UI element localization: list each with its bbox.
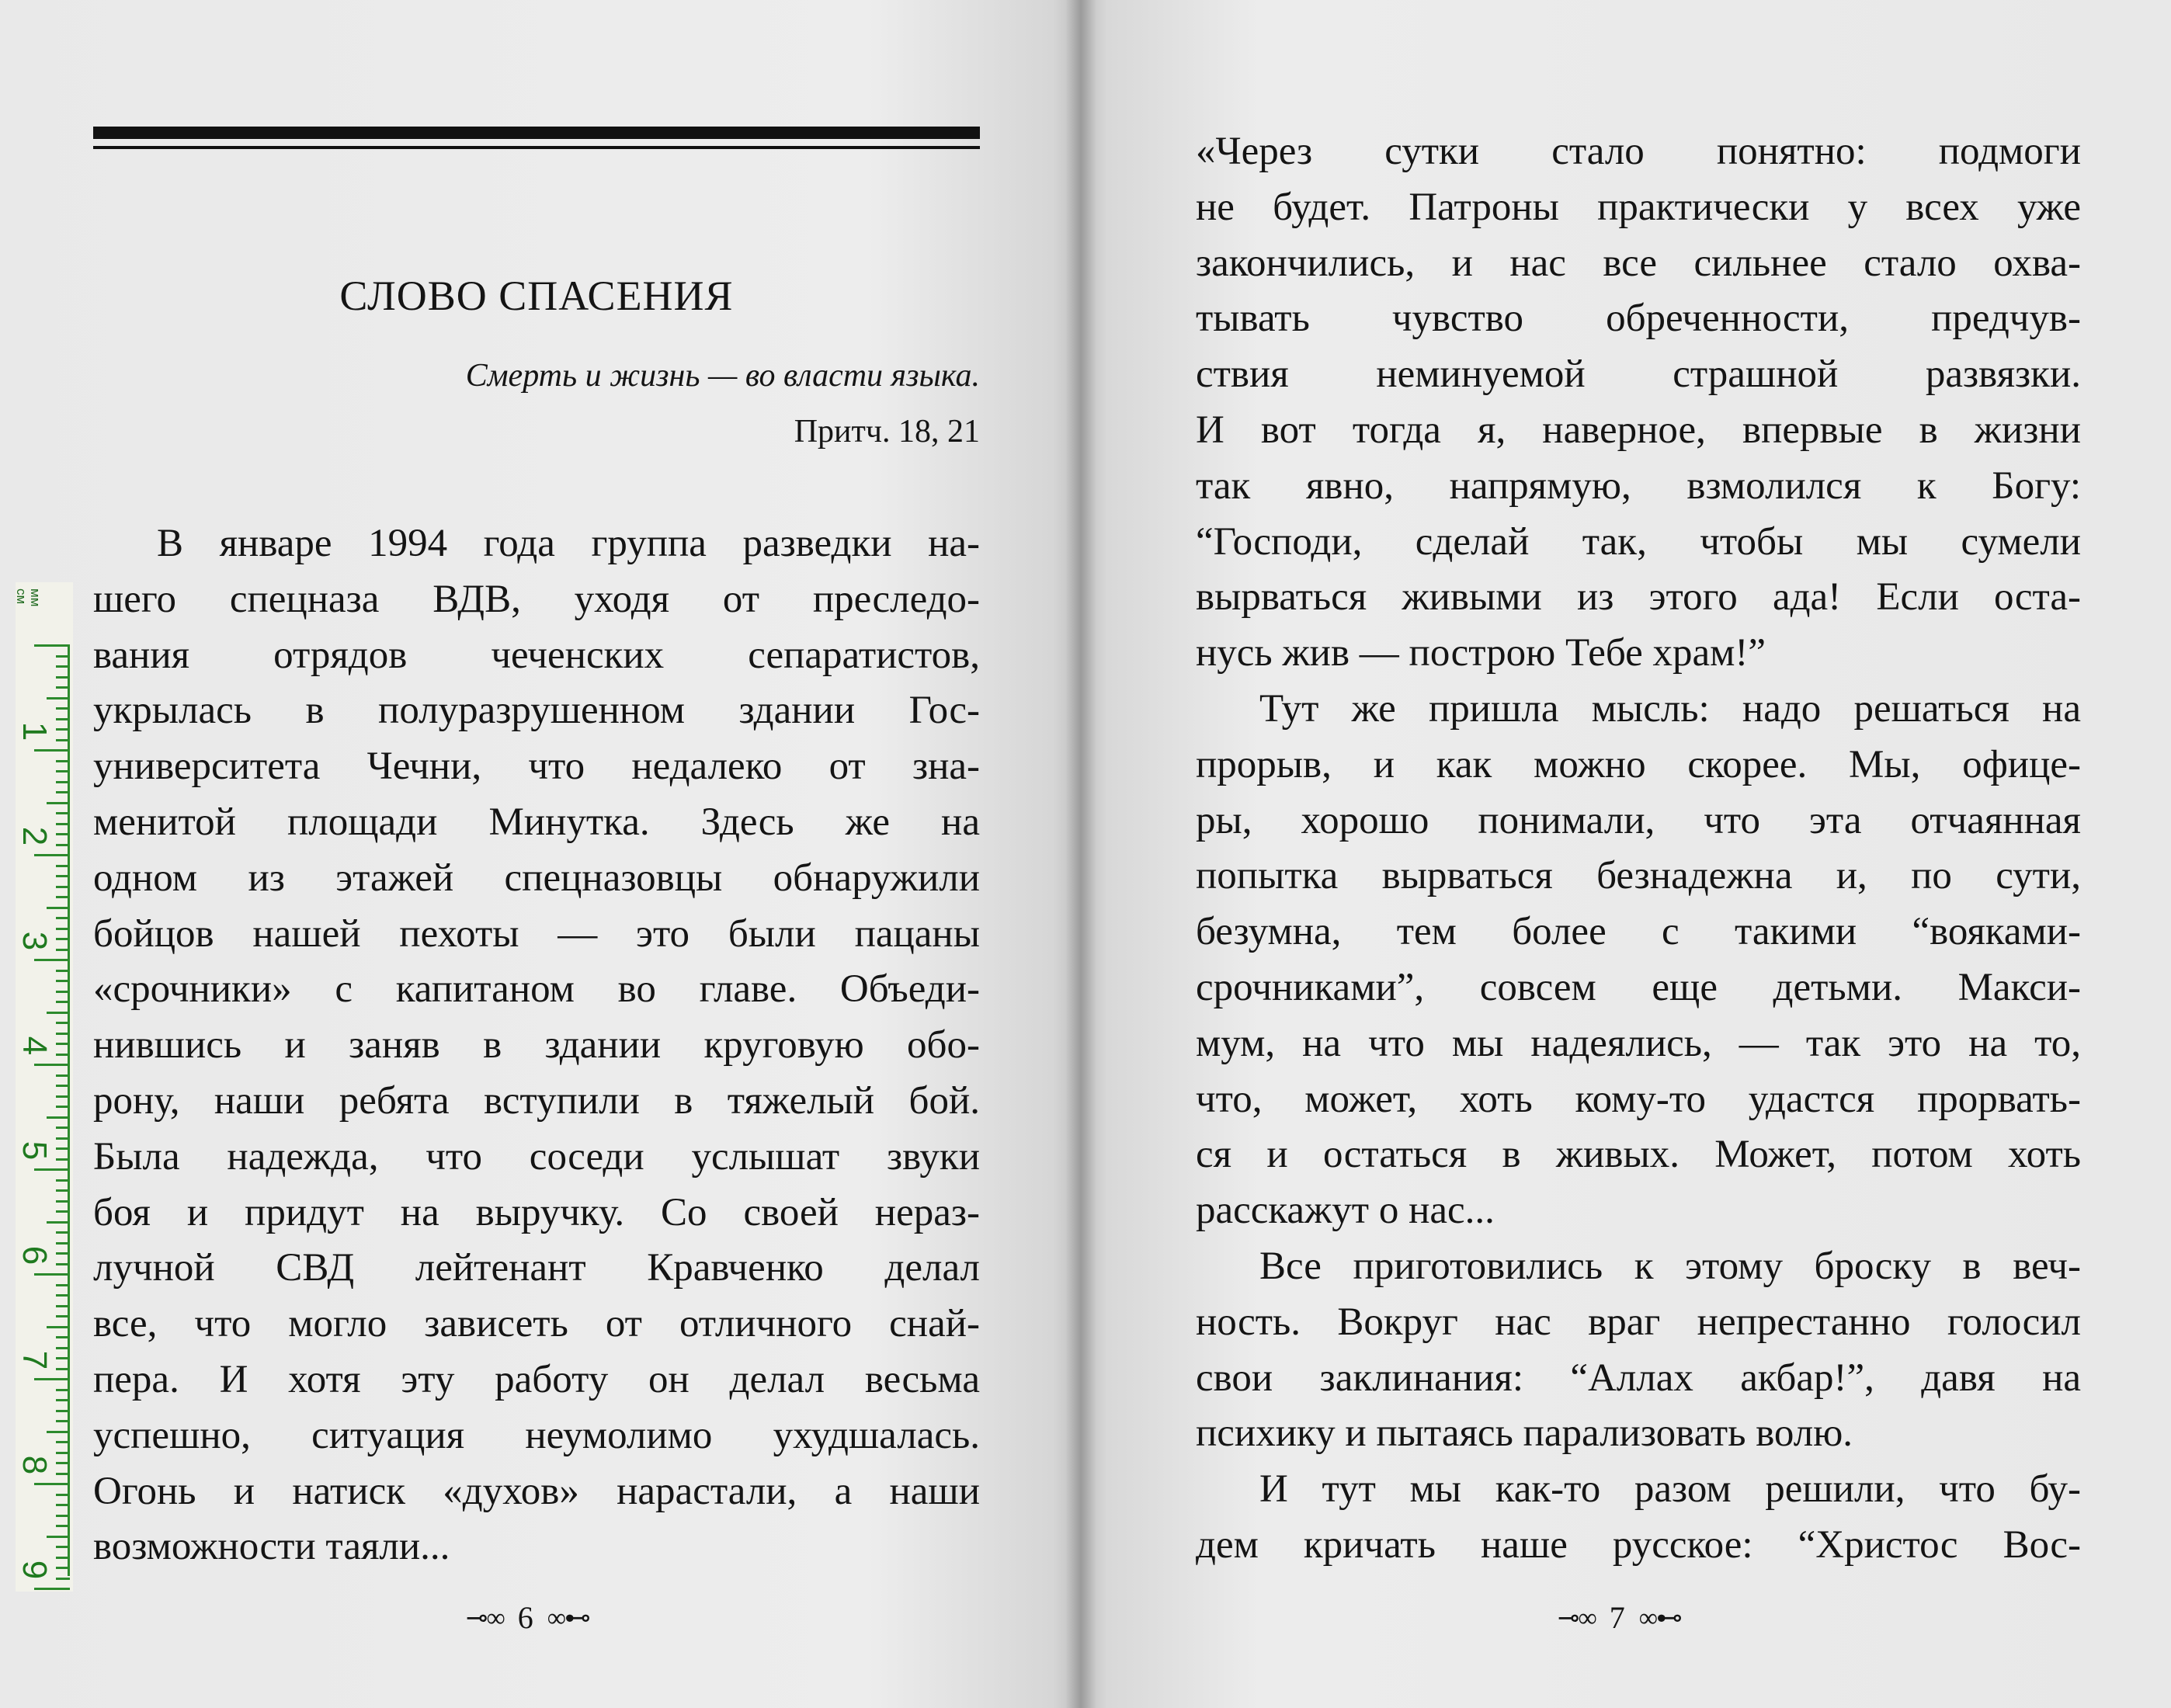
text-line: закончились, и нас все сильнее стало охва-: [1196, 241, 2081, 285]
text-line: Все приготовились к этому броску в веч-: [1259, 1244, 2081, 1288]
text-line: «Через сутки стало понятно: подмоги: [1196, 130, 2081, 173]
ruler-tick: [34, 1168, 70, 1171]
ruler-tick: [56, 1473, 70, 1475]
left-page-body: [93, 516, 980, 1575]
page-number-value: 7: [1609, 1600, 1625, 1635]
ruler-tick: [56, 676, 70, 679]
text-line: укрылась в полуразрушенном здании Гос-: [93, 689, 980, 733]
ruler-tick: [56, 1054, 70, 1056]
text-line: бойцов нашей пехоты — это были пацаны: [93, 911, 980, 956]
ruler-tick: [56, 886, 70, 888]
ruler-tick: [34, 1064, 70, 1066]
ruler-tick: [56, 739, 70, 741]
ruler-unit-label: мм см: [14, 588, 43, 607]
ruler-tick: [56, 1242, 70, 1245]
ruler-tick: [56, 665, 70, 668]
ruler-tick: [56, 1336, 70, 1338]
text-line: «срочники» с капитаном во главе. Объеди-: [93, 967, 980, 1012]
ruler-number: 7: [16, 1350, 54, 1370]
ruler-tick: [47, 907, 70, 909]
ruler-tick: [56, 1210, 70, 1213]
text-line: дем кричать наше русское: “Христос Вос-: [1196, 1522, 2081, 1567]
ruler-tick: [56, 823, 70, 825]
folio-ornament-right-icon: ∞⊷: [1638, 1603, 1681, 1633]
ruler-tick: [56, 707, 70, 710]
ruler-tick: [34, 1378, 70, 1380]
text-line: одном из этажей спецназовцы обнаружили: [93, 856, 980, 900]
ruler-tick: [56, 760, 70, 762]
ruler-tick: [56, 1494, 70, 1496]
ruler-tick: [56, 1127, 70, 1129]
ruler-tick: [56, 1452, 70, 1454]
ruler-tick: [56, 1147, 70, 1150]
text-line: В январе 1994 года группа разведки на-: [157, 522, 980, 565]
ruler-tick: [47, 1116, 70, 1119]
text-line: срочниками”, совсем еще детьми. Макси-: [1196, 965, 2081, 1009]
ruler-tick: [34, 1588, 70, 1590]
ruler-tick: [56, 781, 70, 783]
ruler-tick: [56, 718, 70, 720]
ruler-tick: [56, 1315, 70, 1317]
ruler-tick: [47, 1431, 70, 1433]
header-rule-thick: [93, 127, 980, 139]
text-line: все, что могло зависеть от отличного снай-: [93, 1302, 980, 1346]
ruler-tick: [56, 1189, 70, 1192]
ruler-tick: [56, 896, 70, 898]
ruler-tick: [56, 1200, 70, 1203]
ruler-number: 1: [16, 721, 54, 741]
ruler-tick: [56, 1515, 70, 1517]
ruler-tick: [56, 1441, 70, 1443]
ruler-tick: [56, 1347, 70, 1349]
ruler-tick: [56, 1074, 70, 1077]
text-line: что, может, хоть кому-то удастся прорвать-: [1196, 1077, 2081, 1121]
ruler-number: 4: [16, 1036, 54, 1056]
ruler-tick: [56, 1567, 70, 1569]
text-line: “Господи, сделай так, чтобы мы сумели: [1196, 519, 2081, 564]
text-line: лучной СВД лейтенант Кравченко делал: [93, 1246, 980, 1290]
ruler-tick: [47, 1221, 70, 1224]
ruler-number: 8: [16, 1455, 54, 1475]
ruler-tick: [56, 1284, 70, 1286]
header-rule-thin: [93, 146, 980, 149]
text-line: возможности таяли...: [93, 1525, 450, 1569]
text-line: И тут мы как-то разом решили, что бу-: [1259, 1467, 2081, 1512]
ruler-tick: [56, 1252, 70, 1255]
text-line: менитой площади Минутка. Здесь же на: [93, 800, 980, 844]
measurement-ruler: [16, 582, 73, 1592]
text-line: Огонь и натиск «духов» нарастали, а наши: [93, 1469, 980, 1513]
ruler-tick: [34, 854, 70, 856]
ruler-tick: [56, 1263, 70, 1265]
ruler-tick: [56, 928, 70, 930]
ruler-tick: [56, 1001, 70, 1003]
text-line: Была надежда, что соседи услышат звуки: [93, 1134, 980, 1179]
ruler-tick: [56, 1043, 70, 1045]
ruler-tick: [56, 938, 70, 940]
ruler-tick: [56, 1095, 70, 1098]
text-line: не будет. Патроны практически у всех уже: [1196, 185, 2081, 229]
ruler-tick: [56, 1106, 70, 1108]
ruler-tick: [47, 697, 70, 700]
ruler-baseline: [68, 644, 70, 1576]
ruler-tick: [56, 949, 70, 951]
text-line: ствия неминуемой страшной развязки.: [1196, 352, 2081, 397]
page-number-value: 6: [517, 1600, 533, 1635]
text-line: Тут же пришла мысль: надо решаться на: [1259, 686, 2081, 731]
folio-ornament-left-icon: ⊸∞: [466, 1603, 504, 1633]
text-line: ры, хорошо понимали, что эта отчаянная: [1196, 798, 2081, 842]
text-line: вырваться живыми из этого ада! Если оста-: [1196, 575, 2081, 620]
ruler-tick: [34, 1483, 70, 1485]
text-line: ность. Вокруг нас враг непрестанно голосил: [1196, 1300, 2081, 1344]
ruler-number: 6: [16, 1245, 54, 1265]
folio-ornament-right-icon: ∞⊷: [547, 1603, 589, 1633]
ruler-tick: [56, 875, 70, 877]
ruler-tick: [56, 1085, 70, 1087]
ruler-tick: [56, 833, 70, 835]
text-line: так явно, напрямую, взмолился к Богу:: [1196, 463, 2081, 508]
ruler-tick: [56, 1389, 70, 1391]
ruler-tick: [34, 749, 70, 752]
ruler-tick: [56, 728, 70, 731]
text-line: вания отрядов чеченских сепаратистов,: [93, 633, 980, 677]
text-line: прорыв, и как можно скорее. Мы, офице-: [1196, 742, 2081, 786]
folio-ornament-left-icon: ⊸∞: [1558, 1603, 1596, 1633]
text-line: попытка вырваться безнадежна и, по сути,: [1196, 854, 2081, 898]
text-line: нусь жив — построю Тебе храм!”: [1196, 631, 1766, 675]
text-line: ся и остаться в живых. Может, потом хоть: [1196, 1133, 2081, 1177]
ruler-tick: [56, 1578, 70, 1580]
ruler-tick: [56, 1357, 70, 1359]
text-line: шего спецназа ВДВ, уходя от преследо-: [93, 577, 980, 621]
ruler-tick: [56, 1525, 70, 1527]
ruler-tick: [56, 991, 70, 993]
ruler-number: 9: [16, 1560, 54, 1580]
text-line: И вот тогда я, наверное, впервые в жизни: [1196, 408, 2081, 452]
ruler-tick: [56, 812, 70, 814]
ruler-tick: [47, 802, 70, 804]
text-line: боя и придут на выручку. Со своей нераз-: [93, 1190, 980, 1234]
epigraph-reference: Притч. 18, 21: [794, 414, 980, 450]
ruler-tick: [47, 1536, 70, 1538]
ruler-tick: [56, 686, 70, 689]
ruler-tick: [47, 1326, 70, 1328]
ruler-tick: [56, 1033, 70, 1035]
text-line: нившись и заняв в здании круговую обо-: [93, 1023, 980, 1068]
text-line: пера. И хотя эту работу он делал весьма: [93, 1357, 980, 1401]
ruler-tick: [56, 970, 70, 972]
ruler-tick: [56, 1462, 70, 1464]
ruler-tick: [56, 917, 70, 919]
ruler-tick: [47, 1012, 70, 1014]
ruler-tick: [56, 1179, 70, 1182]
text-line: мум, на что мы надеялись, — так это на то,: [1196, 1021, 2081, 1065]
ruler-tick: [34, 959, 70, 961]
text-line: свои заклинания: “Аллах акбар!”, давя на: [1196, 1356, 2081, 1400]
ruler-tick: [56, 1504, 70, 1506]
text-line: безумна, тем более с такими “вояками-: [1196, 910, 2081, 954]
ruler-tick: [56, 770, 70, 772]
ruler-tick: [56, 1368, 70, 1370]
epigraph: Смерть и жизнь — во власти языка.: [465, 358, 980, 394]
ruler-number: 5: [16, 1140, 54, 1161]
text-line: рону, наши ребята вступили в тяжелый бой.: [93, 1078, 980, 1123]
ruler-tick: [56, 1022, 70, 1024]
ruler-tick: [56, 1546, 70, 1548]
text-line: расскажут о нас...: [1196, 1189, 1495, 1233]
ruler-tick: [56, 1420, 70, 1422]
ruler-tick: [56, 1137, 70, 1140]
ruler-tick: [56, 1399, 70, 1401]
ruler-tick: [56, 1231, 70, 1234]
ruler-tick: [56, 1158, 70, 1161]
ruler-tick: [34, 644, 70, 647]
ruler-tick: [34, 1273, 70, 1276]
text-line: тывать чувство обреченности, предчув-: [1196, 297, 2081, 341]
ruler-tick: [56, 791, 70, 793]
ruler-tick: [56, 1410, 70, 1412]
text-line: успешно, ситуация неумолимо ухудшалась.: [93, 1413, 980, 1457]
page-number-right: [1558, 1599, 1681, 1636]
chapter-title: СЛОВО СПАСЕНИЯ: [339, 273, 734, 319]
ruler-tick: [56, 1557, 70, 1559]
ruler-tick: [56, 1305, 70, 1307]
right-page: [1095, 0, 2171, 1708]
page-number-left: [466, 1599, 589, 1636]
ruler-number: 2: [16, 826, 54, 846]
ruler-tick: [56, 844, 70, 846]
right-page-body: [1196, 124, 2081, 1574]
text-line: университета Чечни, что недалеко от зна-: [93, 745, 980, 789]
ruler-tick: [56, 980, 70, 982]
ruler-number: 3: [16, 931, 54, 951]
text-line: психику и пытаясь парализовать волю.: [1196, 1411, 1853, 1456]
ruler-tick: [56, 655, 70, 658]
left-page: [0, 0, 1079, 1708]
ruler-tick: [56, 1294, 70, 1297]
ruler-tick: [56, 865, 70, 867]
